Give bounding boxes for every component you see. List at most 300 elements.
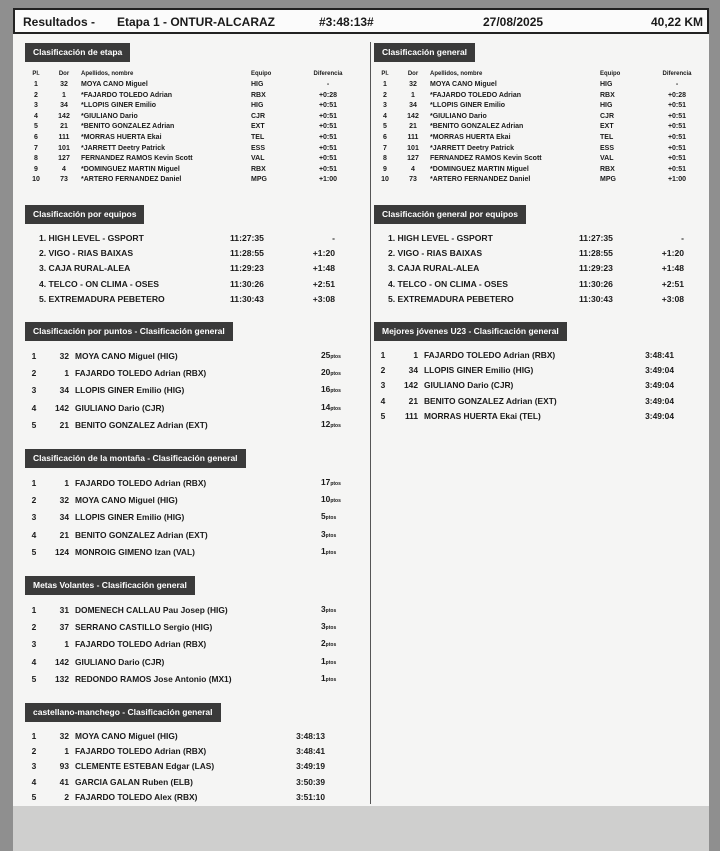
section-title: Clasificación general: [374, 43, 475, 62]
teams-general-table: [374, 231, 684, 307]
table-cell: 11:27:35: [579, 232, 613, 243]
table-cell: MOYA CANO Miguel (HIG): [75, 495, 178, 506]
table-row: [25, 122, 353, 133]
table-row: [25, 154, 353, 165]
table-cell: EXT: [600, 123, 614, 131]
table-row: [25, 165, 353, 176]
table-cell: FAJARDO TOLEDO Adrian (RBX): [75, 477, 207, 488]
table-row: [25, 277, 335, 292]
table-cell: +2:51: [312, 278, 335, 289]
table-cell: 4: [31, 402, 37, 413]
table-cell: 2: [31, 746, 37, 757]
table-cell: 4: [31, 656, 37, 667]
table-cell: 1: [413, 349, 418, 360]
table-cell: 5: [383, 123, 387, 131]
table-row: [25, 544, 351, 561]
table-row: [25, 231, 335, 246]
table-cell: +0:51: [667, 123, 687, 131]
teams-stage-classification: [25, 204, 365, 307]
table-cell: 8: [34, 155, 38, 163]
table-row: [25, 112, 353, 123]
table-cell: CLEMENTE ESTEBAN Edgar (LAS): [75, 761, 215, 772]
table-cell: MOYA CANO Miguel: [430, 81, 497, 88]
results-label: Resultados -: [23, 15, 96, 29]
table-cell: ESS: [251, 144, 266, 152]
points-unit: ptos: [330, 422, 341, 429]
table-cell: 1: [411, 91, 415, 99]
table-cell: 5: [380, 410, 386, 421]
table-cell: 34: [59, 385, 69, 396]
table-cell: 32: [60, 81, 68, 88]
table-cell: +0:28: [667, 91, 687, 99]
table-row: [25, 382, 351, 399]
table-cell: GIULIANO Dario (CJR): [75, 402, 165, 413]
points-value: 10: [321, 494, 331, 505]
table-cell: +0:28: [318, 91, 338, 99]
table-row: [25, 759, 325, 774]
table-cell: 32: [59, 350, 69, 361]
table-cell: 4: [383, 112, 387, 120]
table-cell: *GIULIANO Dario: [81, 112, 138, 120]
table-cell: EXT: [251, 123, 265, 131]
section-title: Mejores jóvenes U23 - Clasificación general: [374, 322, 567, 341]
stage-name: Etapa 1 - ONTUR-ALCARAZ: [117, 15, 275, 29]
points-unit: ptos: [330, 405, 341, 412]
table-cell: 142: [407, 112, 419, 120]
points-table: [25, 348, 351, 434]
table-cell: +0:51: [667, 102, 687, 110]
regional-table: [25, 729, 325, 805]
table-cell: 34: [59, 512, 69, 523]
table-cell: 34: [409, 102, 417, 110]
average-speed: 40,22 KM: [651, 15, 704, 29]
points-value: 2: [321, 638, 326, 649]
table-cell: FAJARDO TOLEDO Alex (RBX): [75, 791, 198, 802]
table-row: [25, 101, 353, 112]
table-cell: MPG: [251, 176, 267, 184]
table-cell: +0:51: [318, 123, 338, 131]
table-cell: *FAJARDO TOLEDO Adrian: [81, 91, 173, 99]
table-row: [374, 122, 702, 133]
table-cell: 101: [58, 144, 70, 152]
points-value: 1: [321, 672, 326, 683]
table-cell: 127: [58, 155, 70, 163]
table-row: [25, 509, 351, 526]
table-cell: +0:51: [667, 133, 687, 141]
table-cell: RBX: [600, 165, 615, 173]
table-cell: ESS: [600, 144, 615, 152]
table-cell: *LLOPIS GINER Emilio: [81, 102, 157, 110]
table-cell: 3:48:41: [645, 349, 674, 360]
table-cell: MOYA CANO Miguel: [81, 81, 148, 88]
table-cell: 73: [60, 176, 68, 184]
table-row: [374, 261, 684, 276]
section-title: Clasificación por equipos: [25, 205, 144, 224]
sprints-table: [25, 602, 351, 688]
points-value: 1: [321, 545, 326, 556]
section-title: Metas Volantes - Clasificación general: [25, 576, 195, 595]
table-cell: BENITO GONZALEZ Adrian (EXT): [75, 529, 208, 540]
table-cell: 4: [62, 165, 66, 173]
table-cell: -: [675, 81, 679, 88]
points-value: 12: [321, 418, 331, 429]
points-cell: [321, 382, 351, 399]
points-cell: [321, 492, 351, 509]
table-row: [25, 80, 353, 91]
points-cell: [321, 365, 351, 382]
table-cell: 4: [34, 112, 38, 120]
col-header: Pl.: [32, 71, 40, 77]
table-cell: 142: [404, 380, 418, 391]
table-row: [374, 348, 674, 363]
col-header: Dor: [58, 71, 70, 77]
table-cell: +0:51: [667, 155, 687, 163]
table-row: [25, 744, 325, 759]
table-cell: 5: [34, 123, 38, 131]
table-cell: 5: [31, 419, 37, 430]
table-cell: 101: [407, 144, 419, 152]
table-cell: 3:49:04: [645, 365, 674, 376]
table-cell: 127: [407, 155, 419, 163]
table-row: [25, 619, 351, 636]
table-cell: 2: [31, 622, 37, 633]
table-row: [374, 292, 684, 307]
table-header-row: [25, 69, 353, 80]
table-cell: 142: [55, 402, 69, 413]
table-row: [25, 365, 351, 382]
table-cell: MOYA CANO Miguel (HIG): [75, 731, 178, 741]
table-cell: 3:51:10: [296, 791, 325, 802]
table-row: [374, 101, 702, 112]
points-classification: [25, 321, 365, 434]
table-row: [374, 409, 674, 424]
table-cell: +0:51: [318, 165, 338, 173]
points-cell: [321, 654, 351, 671]
table-cell: GIULIANO Dario (CJR): [424, 380, 514, 391]
table-row: [25, 729, 325, 744]
table-cell: BENITO GONZALEZ Adrian (EXT): [75, 419, 208, 430]
table-cell: +0:51: [318, 102, 338, 110]
mountain-table: [25, 475, 351, 561]
table-row: [25, 400, 351, 417]
mountain-classification: [25, 448, 365, 561]
table-row: [25, 144, 353, 155]
table-cell: 4: [31, 529, 37, 540]
table-cell: 3: [34, 102, 38, 110]
points-cell: [321, 602, 351, 619]
table-cell: 7: [34, 144, 38, 152]
table-cell: 111: [58, 133, 70, 141]
points-value: 1: [321, 655, 326, 666]
table-cell: 1: [64, 477, 69, 488]
table-cell: *FAJARDO TOLEDO Adrian: [430, 91, 522, 99]
table-cell: -: [326, 81, 330, 88]
table-cell: 132: [55, 673, 69, 684]
section-title: Clasificación de la montaña - Clasificación general: [25, 449, 246, 468]
table-cell: 3:50:39: [296, 776, 325, 787]
points-cell: [321, 671, 351, 688]
points-value: 5: [321, 511, 326, 522]
table-cell: 21: [409, 123, 417, 131]
table-cell: TEL: [600, 133, 614, 141]
table-cell: +3:08: [661, 293, 684, 304]
table-cell: FERNANDEZ RAMOS Kevin Scott: [81, 155, 193, 163]
points-value: 3: [321, 603, 326, 614]
table-cell: +1:20: [661, 248, 684, 259]
points-unit: ptos: [325, 676, 337, 683]
table-cell: 4: [411, 165, 415, 173]
table-row: [374, 112, 702, 123]
table-row: [25, 527, 351, 544]
table-cell: TEL: [251, 133, 265, 141]
points-cell: [321, 636, 351, 653]
table-cell: 9: [383, 165, 387, 173]
table-cell: 93: [59, 761, 69, 772]
table-cell: *BENITO GONZALEZ Adrian: [430, 123, 524, 131]
table-cell: *MORRAS HUERTA Ekai: [81, 133, 162, 141]
table-cell: 73: [409, 176, 417, 184]
points-unit: ptos: [330, 498, 341, 505]
table-row: [374, 231, 684, 246]
table-row: [374, 133, 702, 144]
results-sheet: [13, 8, 709, 806]
table-cell: 3:49:04: [645, 380, 674, 391]
table-cell: 11:30:43: [579, 293, 613, 304]
table-cell: -: [332, 232, 335, 243]
table-cell: FAJARDO TOLEDO Adrian (RBX): [75, 368, 207, 379]
points-value: 3: [321, 528, 326, 539]
table-cell: 1: [380, 349, 386, 360]
table-cell: LLOPIS GINER Emilio (HIG): [75, 385, 185, 396]
table-cell: *JARRETT Deetry Patrick: [81, 144, 166, 152]
table-row: [25, 175, 353, 186]
table-cell: 11:28:55: [230, 248, 264, 259]
section-title: Clasificación de etapa: [25, 43, 130, 62]
table-cell: 2. VIGO - RIAS BAIXAS: [39, 248, 134, 259]
table-row: [374, 277, 684, 292]
table-row: [25, 654, 351, 671]
column-divider: [370, 42, 371, 804]
table-cell: *JARRETT Deetry Patrick: [430, 144, 515, 152]
section-title: castellano-manchego - Clasificación general: [25, 703, 221, 722]
table-cell: 5: [31, 791, 37, 802]
general-table: [374, 69, 702, 186]
table-cell: 9: [34, 165, 38, 173]
table-cell: 4. TELCO - ON CLIMA - OSES: [388, 278, 508, 289]
table-row: [25, 492, 351, 509]
points-value: 25: [321, 349, 331, 360]
points-cell: [321, 619, 351, 636]
table-cell: +0:51: [318, 112, 338, 120]
table-cell: +1:48: [661, 263, 684, 274]
table-cell: VAL: [251, 155, 265, 163]
table-cell: GIULIANO Dario (CJR): [75, 656, 165, 667]
table-row: [25, 348, 351, 365]
table-row: [25, 790, 325, 805]
table-cell: 3:48:13: [296, 731, 325, 741]
table-cell: 10: [32, 176, 40, 184]
table-cell: 21: [60, 123, 68, 131]
table-row: [25, 671, 351, 688]
table-cell: HIG: [600, 102, 613, 110]
points-cell: [321, 544, 351, 561]
points-unit: ptos: [330, 388, 341, 395]
points-unit: ptos: [330, 371, 341, 378]
points-value: 14: [321, 401, 331, 412]
table-cell: 3:48:41: [296, 746, 325, 757]
table-cell: 1: [31, 477, 37, 488]
table-row: [25, 91, 353, 102]
stage-classification: [25, 42, 365, 186]
table-cell: 34: [60, 102, 68, 110]
table-cell: DOMENECH CALLAU Pau Josep (HIG): [75, 604, 228, 615]
young-table: [374, 348, 674, 424]
table-cell: 21: [59, 529, 69, 540]
table-cell: 1: [31, 604, 37, 615]
table-cell: 3:49:04: [645, 395, 674, 406]
table-row: [374, 175, 702, 186]
table-cell: 2: [64, 791, 69, 802]
points-unit: ptos: [325, 607, 337, 614]
table-row: [25, 133, 353, 144]
table-row: [374, 80, 702, 91]
table-cell: 4: [31, 776, 37, 787]
col-header: Diferencia: [662, 71, 692, 77]
table-cell: 31: [59, 604, 69, 615]
stage-date: 27/08/2025: [483, 15, 544, 29]
col-header: Equipo: [600, 71, 621, 77]
table-cell: 5: [31, 673, 37, 684]
table-cell: RBX: [600, 91, 615, 99]
table-cell: 1. HIGH LEVEL - GSPORT: [388, 232, 493, 243]
table-cell: 5: [31, 546, 37, 557]
table-cell: -: [681, 232, 684, 243]
table-row: [25, 246, 335, 261]
table-cell: 3: [31, 639, 37, 650]
table-row: [374, 144, 702, 155]
table-cell: +0:51: [667, 144, 687, 152]
table-cell: 3:49:19: [296, 761, 325, 772]
section-title: Clasificación por puntos - Clasificación general: [25, 322, 233, 341]
points-unit: ptos: [325, 532, 337, 539]
points-unit: ptos: [325, 659, 337, 666]
points-cell: [321, 400, 351, 417]
table-cell: 32: [409, 81, 417, 88]
table-cell: 11:30:26: [579, 278, 613, 289]
table-cell: 1: [64, 639, 69, 650]
table-cell: 11:28:55: [579, 248, 613, 259]
table-cell: MONROIG GIMENO Izan (VAL): [75, 546, 195, 557]
table-row: [374, 246, 684, 261]
section-title: Clasificación general por equipos: [374, 205, 526, 224]
table-cell: HIG: [251, 81, 264, 88]
table-cell: *GIULIANO Dario: [430, 112, 487, 120]
col-header: Apellidos, nombre: [81, 71, 134, 77]
table-cell: *ARTERO FERNANDEZ Daniel: [430, 176, 531, 184]
points-unit: ptos: [325, 642, 337, 649]
table-cell: 5. EXTREMADURA PEBETERO: [39, 293, 165, 304]
table-cell: RBX: [251, 91, 266, 99]
table-cell: +1:00: [318, 176, 338, 184]
table-cell: *DOMINGUEZ MARTIN Miguel: [81, 165, 180, 173]
table-cell: RBX: [251, 165, 266, 173]
table-cell: 11:29:23: [579, 263, 613, 274]
table-cell: 34: [408, 365, 418, 376]
stage-table: [25, 69, 353, 186]
table-cell: REDONDO RAMOS Jose Antonio (MX1): [75, 673, 232, 684]
table-row: [374, 363, 674, 378]
table-cell: *MORRAS HUERTA Ekai: [430, 133, 511, 141]
table-cell: *BENITO GONZALEZ Adrian: [81, 123, 175, 131]
table-row: [374, 154, 702, 165]
table-cell: 32: [59, 731, 69, 741]
teams-stage-table: [25, 231, 335, 307]
table-cell: 3. CAJA RURAL-ALEA: [39, 263, 131, 274]
table-cell: 6: [34, 133, 38, 141]
table-cell: 2: [380, 365, 386, 376]
table-cell: 3: [31, 385, 37, 396]
table-cell: 11:30:43: [230, 293, 264, 304]
table-cell: 11:27:35: [230, 232, 264, 243]
col-header: Diferencia: [313, 71, 343, 77]
table-row: [374, 378, 674, 393]
table-cell: 37: [59, 622, 69, 633]
points-unit: ptos: [325, 625, 337, 632]
table-cell: HIG: [251, 102, 264, 110]
points-unit: ptos: [330, 353, 341, 360]
table-cell: 8: [383, 155, 387, 163]
table-cell: 32: [59, 495, 69, 506]
table-row: [374, 91, 702, 102]
table-cell: SERRANO CASTILLO Sergio (HIG): [75, 622, 213, 633]
points-value: 20: [321, 367, 331, 378]
winner-time: #3:48:13#: [319, 15, 374, 29]
table-cell: +1:00: [667, 176, 687, 184]
points-unit: ptos: [330, 480, 341, 487]
table-row: [374, 165, 702, 176]
table-cell: 21: [59, 419, 69, 430]
right-column: [374, 42, 714, 424]
table-cell: 142: [58, 112, 70, 120]
table-cell: 1: [383, 81, 387, 88]
table-cell: 1: [64, 368, 69, 379]
left-column: [25, 42, 365, 805]
table-cell: 1: [31, 731, 37, 741]
table-cell: 1: [62, 91, 66, 99]
table-cell: +1:48: [312, 263, 335, 274]
table-cell: +0:51: [667, 165, 687, 173]
table-cell: 1: [34, 81, 38, 88]
table-cell: 21: [408, 395, 418, 406]
table-cell: CJR: [251, 112, 266, 120]
table-cell: CJR: [600, 112, 615, 120]
table-row: [25, 292, 335, 307]
table-cell: HIG: [600, 81, 613, 88]
table-cell: 10: [381, 176, 389, 184]
table-cell: FAJARDO TOLEDO Adrian (RBX): [75, 639, 207, 650]
col-header: Equipo: [251, 71, 272, 77]
table-row: [25, 636, 351, 653]
col-header: Apellidos, nombre: [430, 71, 483, 77]
table-cell: FAJARDO TOLEDO Adrian (RBX): [424, 349, 556, 360]
points-cell: [321, 417, 351, 434]
table-cell: 3: [383, 102, 387, 110]
table-cell: 1: [64, 746, 69, 757]
table-cell: 111: [404, 410, 418, 421]
table-cell: VAL: [600, 155, 614, 163]
points-value: 17: [321, 476, 331, 487]
sprints-classification: [25, 575, 365, 688]
